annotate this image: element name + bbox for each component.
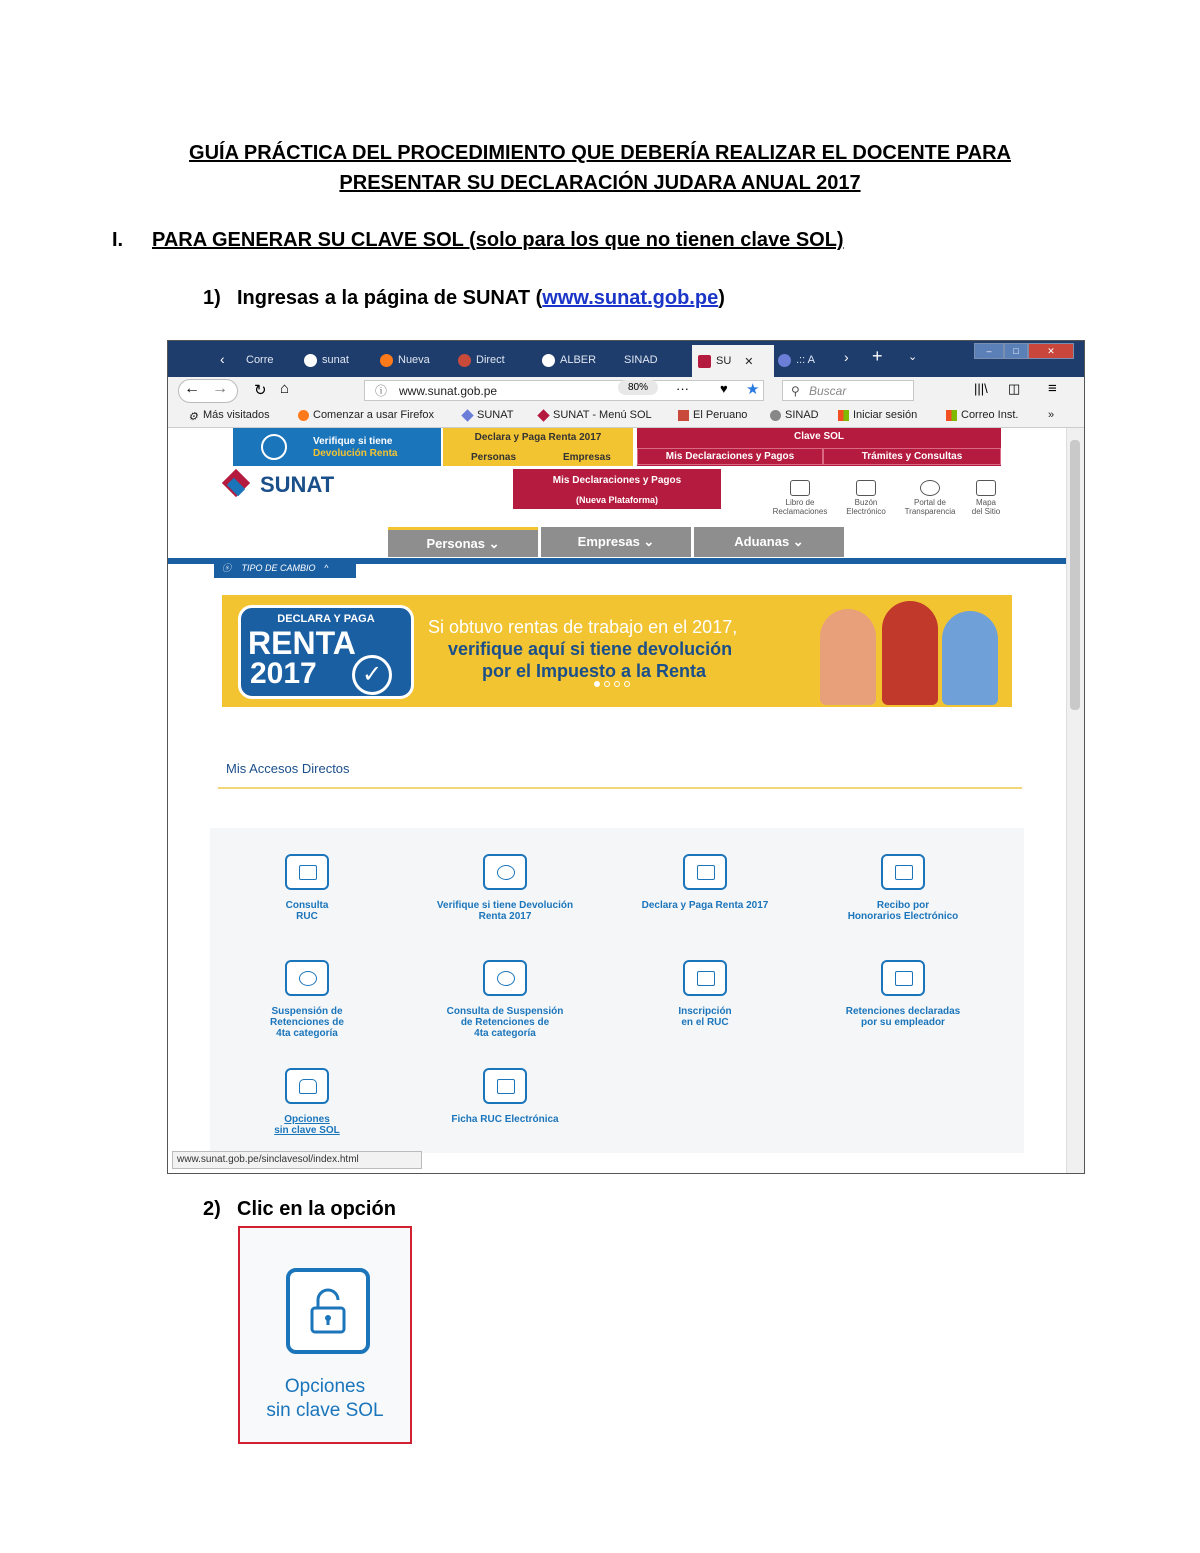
tab-active-sunat[interactable]: SU ✕ bbox=[692, 345, 774, 377]
acceso-recibo-honorarios[interactable]: Recibo por Honorarios Electrónico bbox=[808, 854, 998, 922]
tramites-consultas-button[interactable]: Trámites y Consultas bbox=[823, 448, 1001, 465]
clave-sol-label[interactable]: Clave SOL bbox=[793, 431, 845, 442]
main-menu bbox=[168, 527, 1066, 557]
step-1-close: ) bbox=[718, 287, 725, 309]
navigation-bar bbox=[168, 377, 1084, 405]
sunat-link[interactable]: www.sunat.gob.pe bbox=[542, 287, 719, 309]
chevron-up-icon: ^ bbox=[324, 563, 329, 573]
firefox-icon bbox=[298, 410, 309, 421]
microsoft-icon bbox=[838, 410, 849, 421]
menu-personas[interactable]: Personas ⌄ bbox=[388, 527, 538, 557]
banner-line-3: por el Impuesto a la Renta bbox=[482, 661, 707, 681]
library-icon[interactable]: |||\ bbox=[974, 381, 988, 396]
acceso-suspension-retenciones[interactable]: Suspensión de Retenciones de 4ta categoría bbox=[212, 960, 402, 1039]
browser-screenshot bbox=[167, 340, 1085, 1174]
url-text: www.sunat.gob.pe bbox=[399, 384, 498, 398]
document-title-line-2: PRESENTAR SU DECLARACIÓN JUDARA ANUAL 2017 bbox=[339, 172, 861, 194]
peruano-icon bbox=[678, 410, 689, 421]
dollar-icon: ⓢ bbox=[222, 563, 232, 573]
tab-5[interactable]: ALBER bbox=[536, 347, 620, 373]
section-title: PARA GENERAR SU CLAVE SOL (solo para los que no tienen clave SOL) bbox=[152, 229, 844, 251]
buzon-electronico-link[interactable]: Buzón Electrónico bbox=[836, 480, 896, 516]
back-icon[interactable]: ← bbox=[184, 380, 200, 397]
accesos-divider bbox=[218, 787, 1022, 789]
bookmarks-bar bbox=[168, 405, 1084, 428]
libro-reclamaciones-link[interactable]: Libro de Reclamaciones bbox=[766, 480, 834, 516]
bookmark-mas-visitados[interactable]: ⚙ Más visitados bbox=[188, 409, 270, 423]
bookmark-el-peruano[interactable]: El Peruano bbox=[678, 409, 747, 421]
bookmark-sunat-menu-sol[interactable]: SUNAT - Menú SOL bbox=[538, 409, 652, 421]
worker-illustration bbox=[942, 611, 998, 705]
tab-3[interactable]: Nueva bbox=[374, 347, 454, 373]
declara-personas-link[interactable]: Personas bbox=[471, 452, 517, 463]
acceso-inscripcion-ruc[interactable]: Inscripción en el RUC bbox=[610, 960, 800, 1028]
bookmarks-overflow-icon[interactable]: » bbox=[1048, 409, 1055, 421]
nurse-illustration bbox=[820, 609, 876, 705]
tab-4[interactable]: Direct bbox=[452, 347, 538, 373]
sunat-logo[interactable]: SUNAT bbox=[260, 472, 335, 497]
new-tab-icon[interactable]: + bbox=[872, 346, 883, 366]
bookmark-sunat[interactable]: SUNAT bbox=[462, 409, 513, 421]
google-icon bbox=[304, 354, 317, 367]
acceso-ficha-ruc[interactable]: Ficha RUC Electrónica bbox=[410, 1068, 600, 1125]
clave-sol-box bbox=[637, 428, 1001, 466]
banner-line-2: verifique aquí si tiene devolución bbox=[448, 639, 733, 659]
tabs-scroll-left-icon[interactable]: ‹ bbox=[220, 351, 225, 367]
option-label-line-2: sin clave SOL bbox=[266, 1400, 384, 1421]
scrollbar-thumb[interactable] bbox=[1070, 440, 1080, 710]
declara-paga-box: Declara y Paga Renta 2017 Personas Empresas bbox=[443, 428, 633, 466]
step-2-number: 2) bbox=[203, 1198, 221, 1220]
sunat-icon bbox=[461, 409, 473, 421]
portal-transparencia-link[interactable]: Portal de Transparencia bbox=[896, 480, 964, 516]
step-1-number: 1) bbox=[203, 287, 221, 309]
acceso-verifique-devolucion[interactable]: Verifique si tiene Devolución Renta 2017 bbox=[410, 854, 600, 922]
tab-8[interactable]: .:: A bbox=[772, 347, 838, 373]
site-icon bbox=[778, 354, 791, 367]
document-title-line-1: GUÍA PRÁCTICA DEL PROCEDIMIENTO QUE DEBERÍA REALIZAR EL DOCENTE PARA bbox=[189, 142, 1011, 164]
close-window-button[interactable]: ✕ bbox=[1028, 343, 1074, 359]
menu-icon[interactable]: ≡ bbox=[1048, 380, 1057, 397]
bookmark-sinad[interactable]: SINAD bbox=[770, 409, 819, 421]
verify-devolucion-button[interactable]: Verifique si tiene Devolución Renta bbox=[233, 428, 441, 466]
tipo-cambio-tab[interactable]: ⓢ TIPO DE CAMBIO ^ bbox=[214, 558, 356, 578]
reload-icon[interactable]: ↻ bbox=[254, 382, 267, 399]
sidebar-icon[interactable]: ◫ bbox=[1008, 381, 1021, 396]
forward-icon[interactable]: → bbox=[212, 380, 228, 397]
step-1-label: Ingresas a la página de SUNAT ( bbox=[237, 287, 543, 309]
step-2-text: Clic en la opción bbox=[237, 1198, 396, 1220]
search-input[interactable]: ⚲ Buscar bbox=[782, 380, 914, 401]
globe-icon bbox=[770, 410, 781, 421]
sunat-icon bbox=[537, 409, 549, 421]
acceso-retenciones-declaradas[interactable]: Retenciones declaradas por su empleador bbox=[808, 960, 998, 1028]
scrollbar[interactable] bbox=[1066, 428, 1084, 1173]
renta-2017-banner[interactable] bbox=[222, 595, 1012, 707]
mis-declaraciones-button[interactable]: Mis Declaraciones y Pagos bbox=[637, 448, 823, 465]
tab-2[interactable]: sunat bbox=[298, 347, 376, 373]
sunat-page bbox=[168, 428, 1066, 1153]
acceso-declara-paga[interactable]: Declara y Paga Renta 2017 bbox=[610, 854, 800, 911]
badge-renta: RENTA bbox=[248, 625, 356, 661]
badge-top: DECLARA Y PAGA bbox=[277, 613, 375, 625]
tab-1[interactable]: Corre bbox=[246, 354, 274, 366]
tab-6[interactable]: SINAD bbox=[624, 354, 658, 366]
menu-empresas[interactable]: Empresas ⌄ bbox=[541, 527, 691, 557]
carousel-dots[interactable] bbox=[594, 681, 638, 687]
check-icon: ✓ bbox=[352, 655, 392, 695]
nueva-plataforma-button[interactable]: Mis Declaraciones y Pagos (Nueva Plataforma) bbox=[513, 469, 721, 509]
tabs-scroll-right-icon[interactable]: › bbox=[844, 349, 849, 365]
tab-list-icon[interactable]: ⌄ bbox=[908, 351, 918, 363]
acceso-consulta-ruc[interactable]: Consulta RUC bbox=[212, 854, 402, 922]
sunat-favicon-icon bbox=[698, 355, 711, 368]
accesos-title: Mis Accesos Directos bbox=[226, 761, 350, 776]
menu-aduanas[interactable]: Aduanas ⌄ bbox=[694, 527, 844, 557]
url-bar[interactable] bbox=[364, 380, 764, 401]
home-icon[interactable]: ⌂ bbox=[280, 380, 290, 397]
more-actions-icon[interactable]: ··· bbox=[676, 381, 689, 396]
minimize-button[interactable]: – bbox=[974, 343, 1004, 359]
step-1-text bbox=[237, 287, 725, 310]
site-icon bbox=[458, 354, 471, 367]
opciones-sin-clave-sol-highlight[interactable] bbox=[238, 1226, 412, 1444]
refund-icon bbox=[261, 434, 287, 460]
declara-empresas-link[interactable]: Empresas bbox=[563, 452, 611, 463]
zoom-indicator[interactable]: 80% bbox=[618, 380, 658, 395]
bookmark-star-icon[interactable]: ★ bbox=[746, 381, 760, 398]
lock-icon bbox=[286, 1268, 370, 1354]
bookmark-iniciar-sesion[interactable]: Iniciar sesión bbox=[838, 409, 917, 421]
microsoft-icon bbox=[946, 410, 957, 421]
option-label-line-1: Opciones bbox=[284, 1376, 366, 1397]
maximize-button[interactable]: □ bbox=[1004, 343, 1028, 359]
tab-bar bbox=[168, 341, 1084, 377]
acceso-consulta-suspension[interactable]: Consulta de Suspensión de Retenciones de 4ta categoría bbox=[410, 960, 600, 1039]
pocket-icon[interactable]: ♥ bbox=[720, 381, 728, 396]
firefox-icon bbox=[380, 354, 393, 367]
section-number: I. bbox=[112, 229, 124, 251]
status-bar: www.sunat.gob.pe/sinclavesol/index.html bbox=[172, 1151, 422, 1169]
google-icon bbox=[542, 354, 555, 367]
search-icon: ⚲ bbox=[791, 384, 800, 398]
info-icon: ⓘ bbox=[375, 384, 388, 398]
mapa-sitio-link[interactable]: Mapa del Sitio bbox=[962, 480, 1010, 516]
bookmark-correo-inst[interactable]: Correo Inst. bbox=[946, 409, 1018, 421]
teacher-illustration bbox=[882, 601, 938, 705]
banner-line-1: Si obtuvo rentas de trabajo en el 2017, bbox=[428, 617, 738, 637]
badge-year: 2017 bbox=[250, 657, 317, 690]
gear-icon: ⚙ bbox=[188, 410, 198, 423]
bookmark-firefox[interactable]: Comenzar a usar Firefox bbox=[298, 409, 434, 421]
acceso-opciones-sin-clave-sol[interactable]: Opciones sin clave SOL bbox=[212, 1068, 402, 1136]
